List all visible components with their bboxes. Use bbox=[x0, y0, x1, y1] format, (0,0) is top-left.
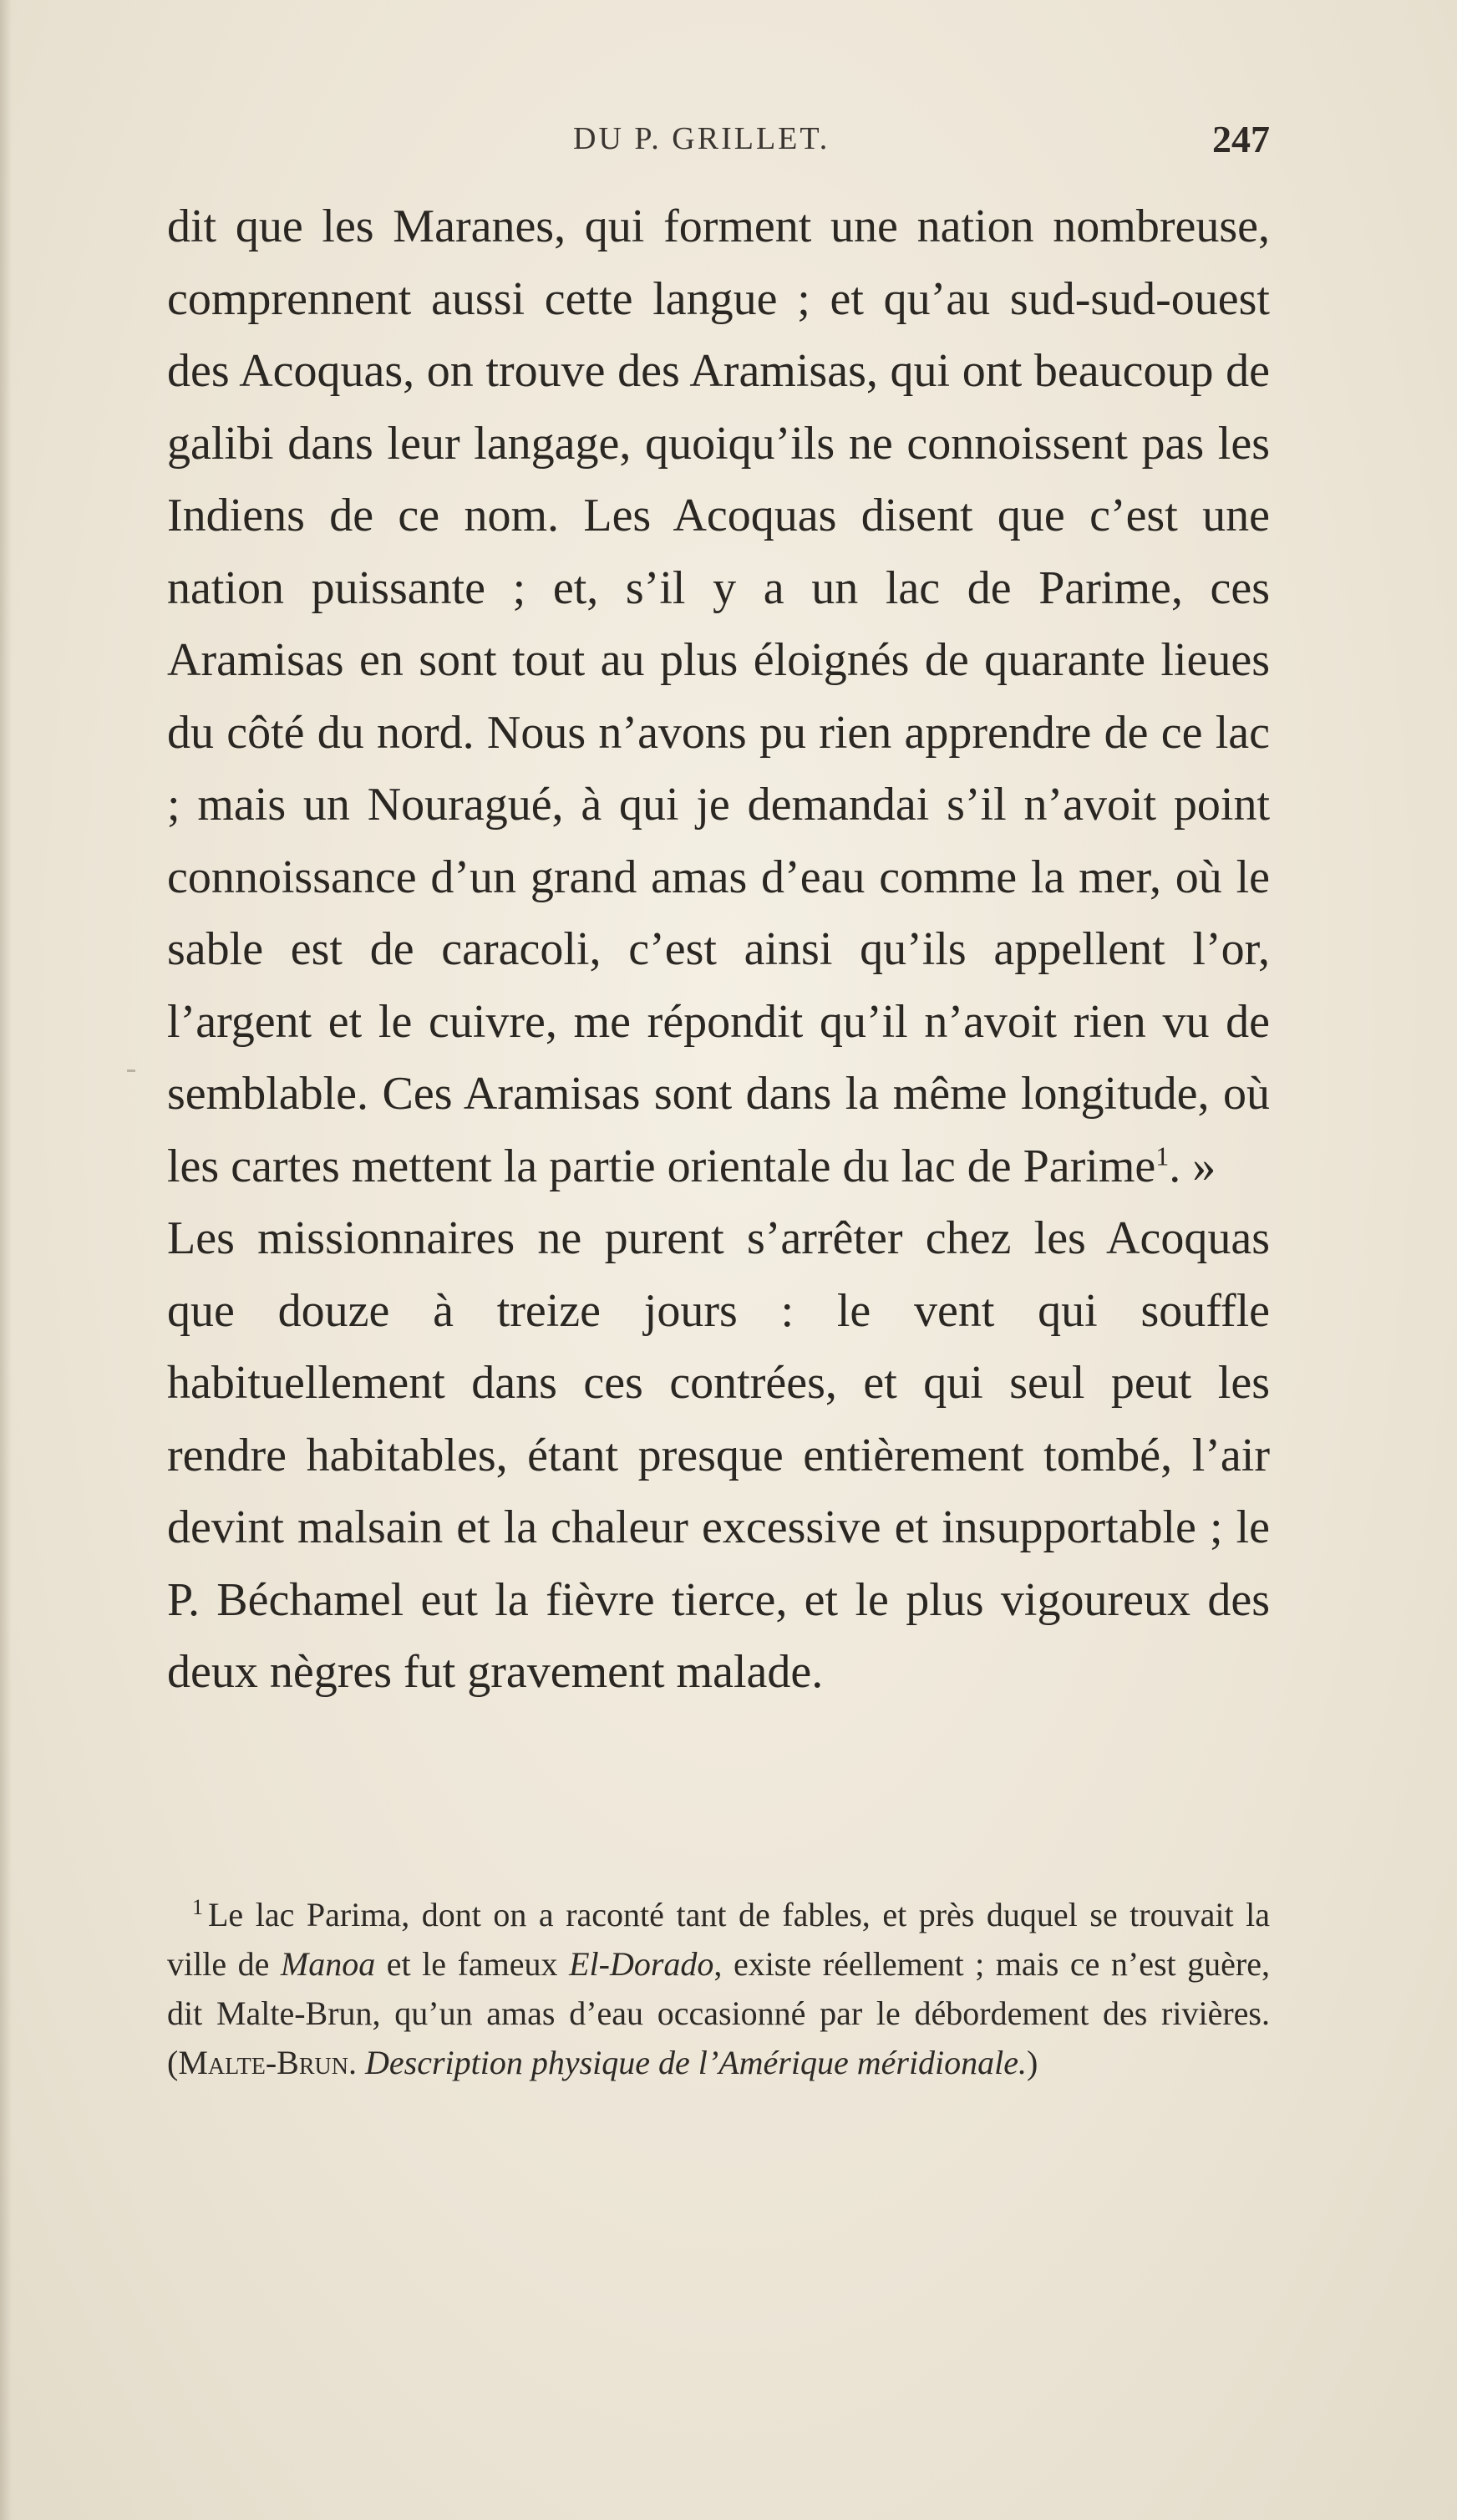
paragraph-2-text: Les missionnaires ne purent s’arrêter chez les Acoquas que douze à treize jours : le vent qui souffle habituellement dans ces contrées, et qui seul peut les rendre habitables, étant presque entièrement tombé, l’air devint malsain et la chaleur excessive et insupportable ; le P. Béchamel eut la fièvre tierce, et le plus vigoureux des deux nègres fut gravement malade. bbox=[167, 1212, 1270, 1698]
paragraph-1-text: dit que les Maranes, qui forment une nation nombreuse, comprennent aussi cette langue ; et qu’au sud-sud-ouest des Acoquas, on trouve des Aramisas, qui ont beaucoup de galibi dans leur langage, quoiqu’ils ne connoissent pas les Indiens de ce nom. Les Acoquas disent que c’est une nation puissante ; et, s’il y a un lac de Parime, ces Aramisas en sont tout au plus éloignés de quarante lieues du côté du nord. Nous n’avons pu rien apprendre de ce lac ; mais un Nouragué, à qui je demandai s’il n’avoit point connoissance d’un grand amas d’eau comme la mer, où le sable est de caracoli, c’est ainsi qu’ils appellent l’or, l’argent et le cuivre, me répondit qu’il n’avoit rien vu de semblable. Ces Aramisas sont dans la même longitude, où les cartes mettent la partie orientale du lac de Parime bbox=[167, 201, 1270, 1192]
footnote-text-2: et le fameux bbox=[375, 1945, 570, 1983]
footnote-closing: ) bbox=[1027, 2044, 1038, 2081]
footnote-1 bbox=[167, 1890, 1270, 2087]
running-head bbox=[167, 117, 1270, 167]
footnote-book-title: Description physique de l’Amérique méridionale. bbox=[364, 2044, 1028, 2081]
footnotes bbox=[167, 1890, 1270, 2087]
footnote-text-3: , existe réellement ; mais ce n’est guère, dit Malte-Brun, qu’un amas d’eau occasionné par le débordement des rivières. ( bbox=[167, 1945, 1270, 2081]
footnote-text-1: Le lac Parima, dont on a raconté tant de fables, et près duquel se trouvait la ville de bbox=[167, 1896, 1270, 1983]
paragraph-1-end: . » bbox=[1169, 1140, 1216, 1192]
running-title: DU P. GRILLET. bbox=[573, 121, 830, 156]
page-number: 247 bbox=[1212, 118, 1270, 160]
margin-mark bbox=[127, 1069, 135, 1072]
footnote-city: Manoa bbox=[280, 1945, 376, 1983]
footnote-reference[interactable]: 1 bbox=[1155, 1140, 1170, 1171]
body-text bbox=[167, 191, 1270, 1709]
footnote-mark: 1 bbox=[192, 1894, 203, 1919]
footnote-author: Malte-Brun. bbox=[178, 2044, 357, 2081]
paragraph-2 bbox=[167, 1202, 1270, 1709]
page-edge-shadow bbox=[0, 0, 12, 2520]
paragraph-1 bbox=[167, 191, 1270, 1202]
footnote-eldorado: El-Dorado bbox=[569, 1945, 714, 1983]
